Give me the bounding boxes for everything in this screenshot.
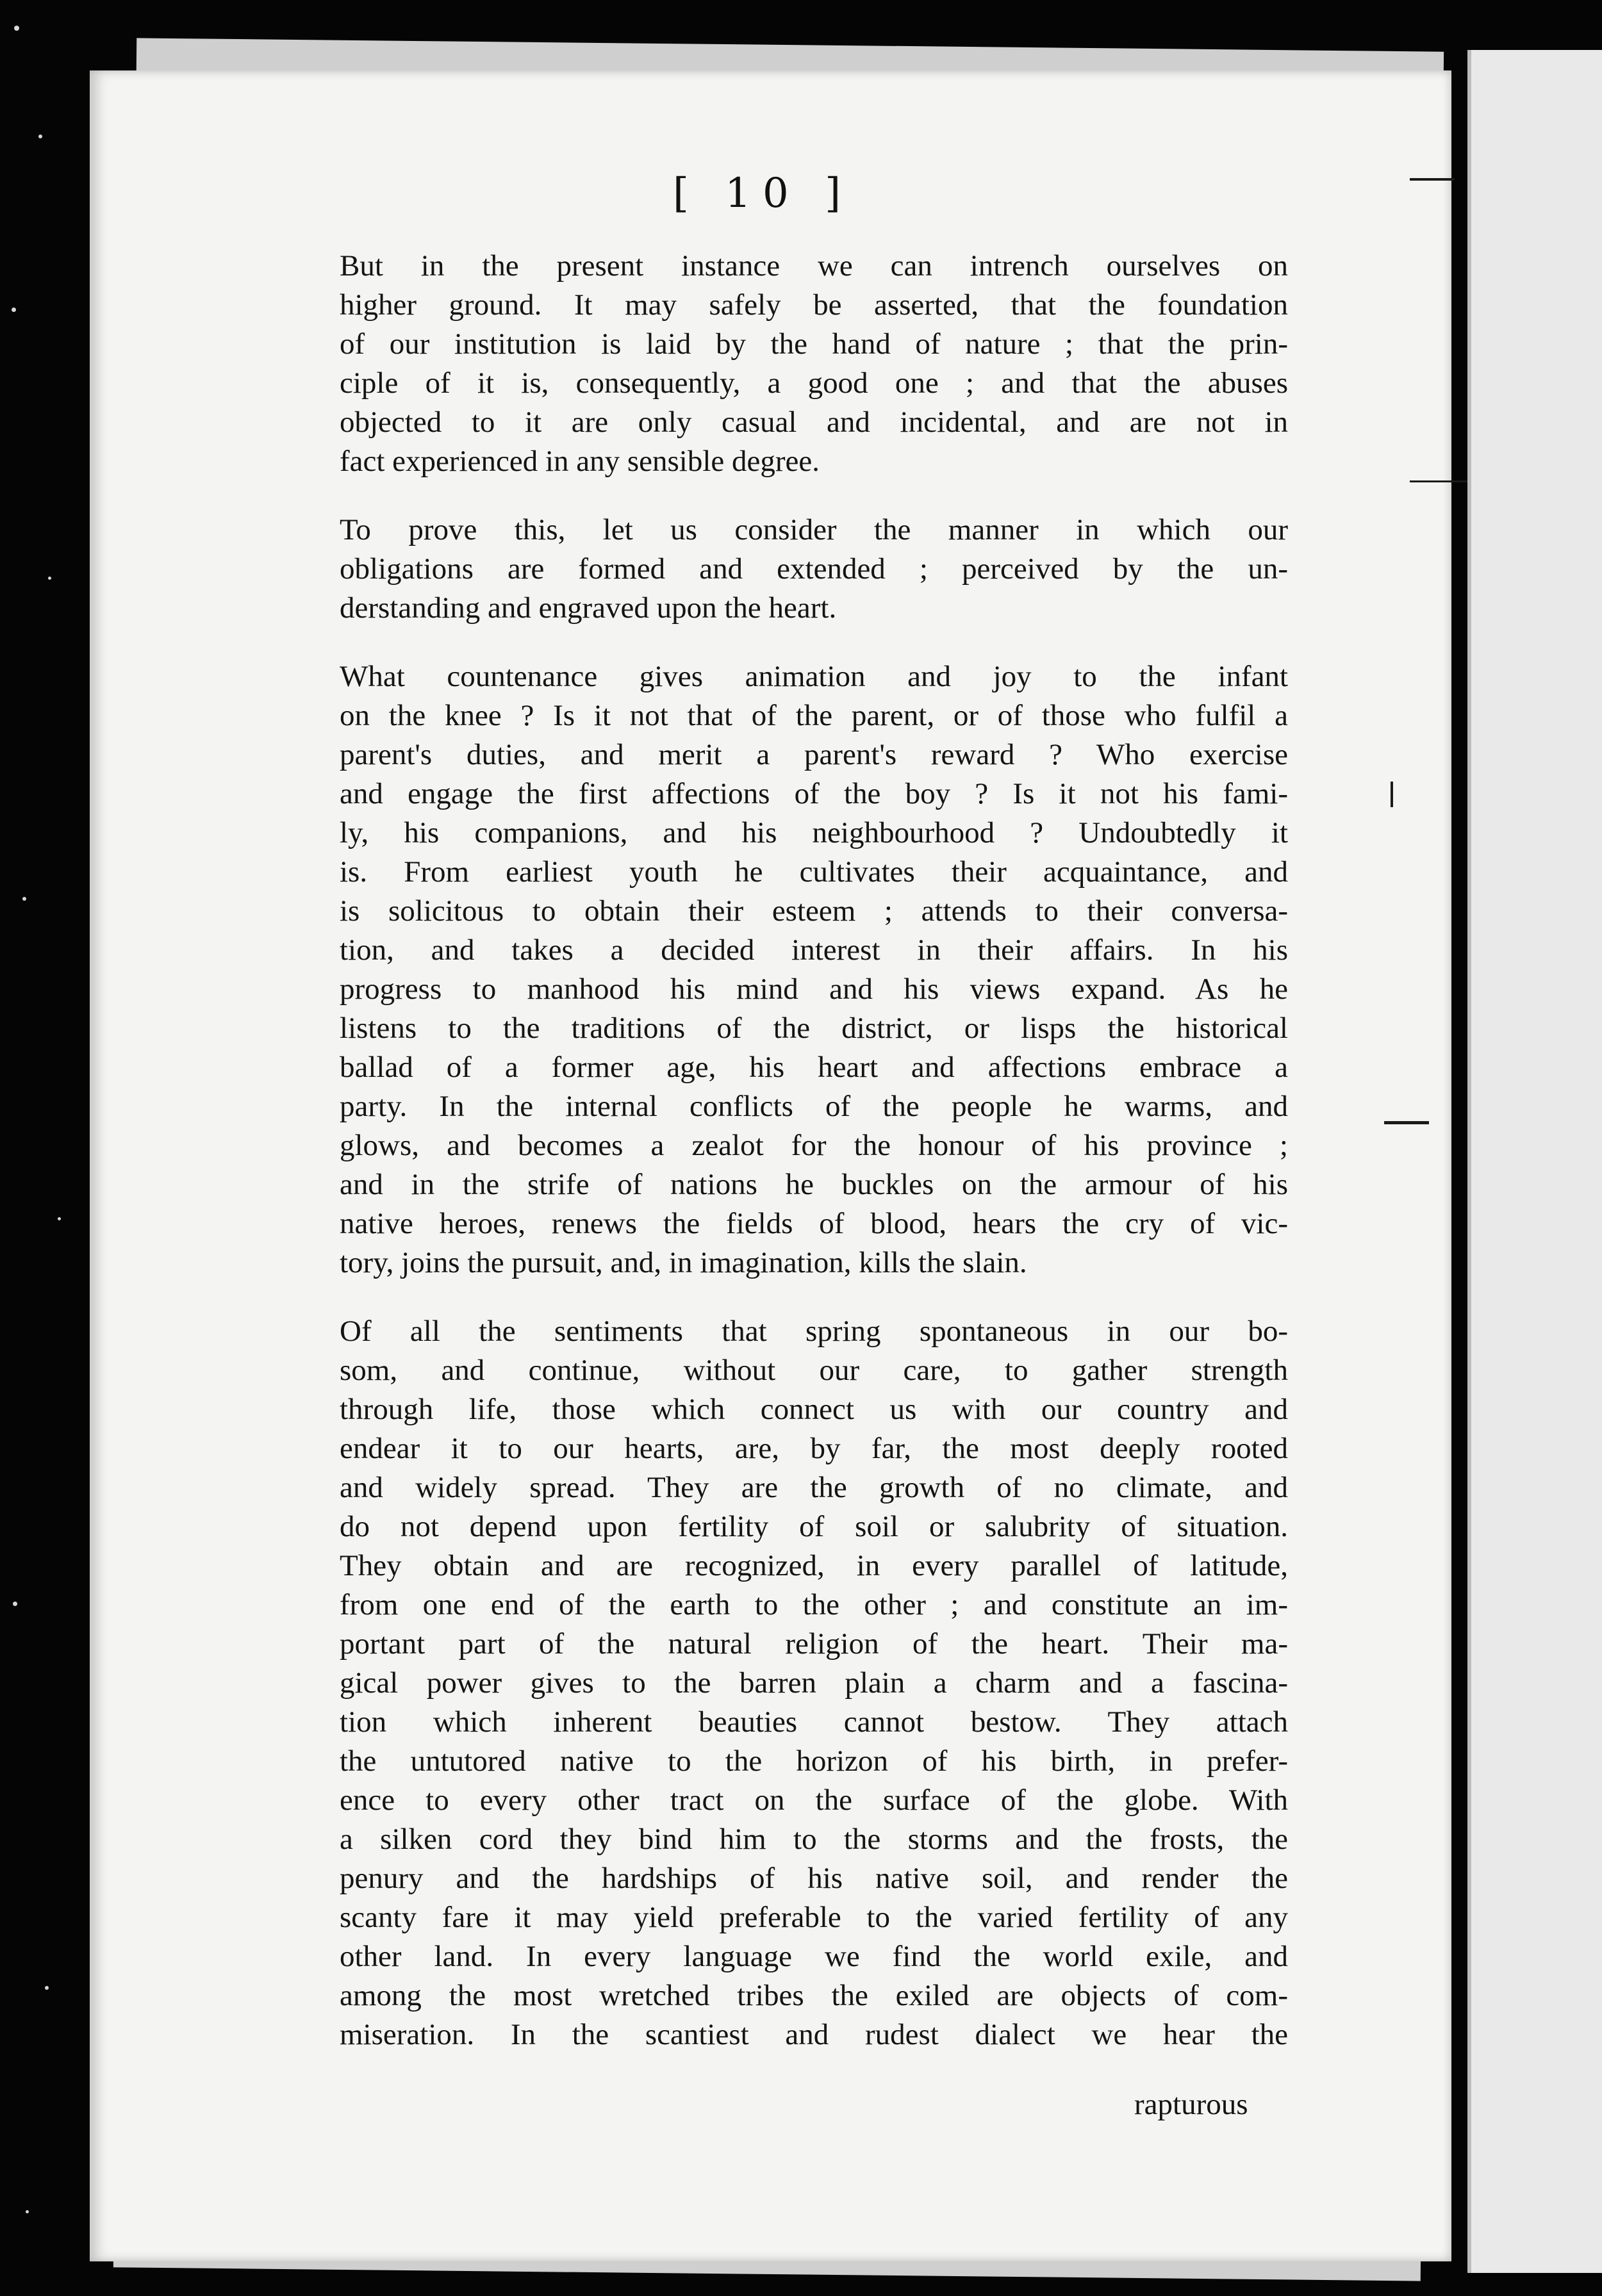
text-line: They obtain and are recognized, in every parallel of latitude, bbox=[340, 1549, 1288, 1582]
text-line: through life, those which connect us with our country and bbox=[340, 1393, 1288, 1426]
text-line: miseration. In the scantiest and rudest dialect we hear the bbox=[340, 2018, 1288, 2051]
text-line: party. In the internal conflicts of the people he warms, and bbox=[340, 1090, 1288, 1123]
text-line: higher ground. It may safely be asserted, that the foundation bbox=[340, 288, 1288, 322]
text-line: obligations are formed and extended ; perceived by the un- bbox=[340, 552, 1288, 586]
text-line: scanty fare it may yield preferable to the varied fertility of any bbox=[340, 1901, 1288, 1934]
text-line: tion, and takes a decided interest in their affairs. In his bbox=[340, 933, 1288, 967]
text-line: on the knee ? Is it not that of the parent, or of those who fulfil a bbox=[340, 699, 1288, 732]
scan-speck bbox=[58, 1217, 61, 1220]
text-line: fact experienced in any sensible degree. bbox=[340, 445, 820, 478]
text-line: But in the present instance we can intrench ourselves on bbox=[340, 249, 1288, 283]
scan-speck bbox=[38, 135, 42, 138]
catchword: rapturous bbox=[1134, 2088, 1248, 2121]
margin-mark bbox=[1410, 480, 1467, 482]
margin-mark bbox=[1410, 178, 1455, 181]
text-line: endear it to our hearts, are, by far, the most deeply rooted bbox=[340, 1432, 1288, 1465]
text-line: derstanding and engraved upon the heart. bbox=[340, 591, 837, 625]
text-line: tion which inherent beauties cannot bestow. They attach bbox=[340, 1705, 1288, 1739]
text-line: What countenance gives animation and joy to the infant bbox=[340, 660, 1288, 693]
text-line: ciple of it is, consequently, a good one ; and that the abuses bbox=[340, 366, 1288, 400]
text-line: ly, his companions, and his neighbourhood ? Undoubtedly it bbox=[340, 816, 1288, 849]
text-line: and in the strife of nations he buckles on the armour of his bbox=[340, 1168, 1288, 1201]
text-line: from one end of the earth to the other ; and constitute an im- bbox=[340, 1588, 1288, 1621]
paragraph bbox=[340, 511, 1288, 628]
margin-mark bbox=[1391, 782, 1393, 807]
text-line: ence to every other tract on the surface of the globe. With bbox=[340, 1784, 1288, 1817]
text-line: of our institution is laid by the hand of nature ; that the prin- bbox=[340, 327, 1288, 361]
scan-speck bbox=[22, 897, 26, 901]
scan-speck bbox=[12, 308, 16, 312]
text-line: is solicitous to obtain their esteem ; attends to their conversa- bbox=[340, 894, 1288, 928]
text-line: portant part of the natural religion of the heart. Their ma- bbox=[340, 1627, 1288, 1660]
paragraph bbox=[340, 1312, 1288, 2054]
text-line: gical power gives to the barren plain a charm and a fascina- bbox=[340, 1666, 1288, 1700]
scan-speck bbox=[26, 2210, 29, 2213]
text-line: ballad of a former age, his heart and affections embrace a bbox=[340, 1051, 1288, 1084]
paragraph bbox=[340, 247, 1288, 481]
text-line: progress to manhood his mind and his views expand. As he bbox=[340, 972, 1288, 1006]
text-line: Of all the sentiments that spring spontaneous in our bo- bbox=[340, 1315, 1288, 1348]
scan-speck bbox=[14, 26, 19, 31]
page-number: [ 10 ] bbox=[672, 170, 853, 217]
scan-speck bbox=[45, 1986, 49, 1990]
text-line: other land. In every language we find the world exile, and bbox=[340, 1940, 1288, 1973]
text-line: To prove this, let us consider the manner in which our bbox=[340, 513, 1288, 546]
text-line: objected to it are only casual and incidental, and are not in bbox=[340, 406, 1288, 439]
text-line: among the most wretched tribes the exiled are objects of com- bbox=[340, 1979, 1288, 2012]
text-line: and engage the first affections of the boy ? Is it not his fami- bbox=[340, 777, 1288, 810]
body-text bbox=[340, 247, 1288, 2084]
paragraph bbox=[340, 657, 1288, 1283]
text-line: do not depend upon fertility of soil or salubrity of situation. bbox=[340, 1510, 1288, 1543]
text-line: native heroes, renews the fields of blood, hears the cry of vic- bbox=[340, 1207, 1288, 1240]
margin-mark bbox=[1384, 1121, 1429, 1124]
facing-page-edge bbox=[1467, 50, 1602, 2273]
text-line: glows, and becomes a zealot for the honour of his province ; bbox=[340, 1129, 1288, 1162]
text-line: is. From earliest youth he cultivates their acquaintance, and bbox=[340, 855, 1288, 889]
text-line: penury and the hardships of his native soil, and render the bbox=[340, 1862, 1288, 1895]
text-line: listens to the traditions of the district, or lisps the historical bbox=[340, 1012, 1288, 1045]
text-line: a silken cord they bind him to the storms and the frosts, the bbox=[340, 1823, 1288, 1856]
text-line: the untutored native to the horizon of his birth, in prefer- bbox=[340, 1744, 1288, 1778]
scan-speck bbox=[48, 577, 51, 580]
text-line: tory, joins the pursuit, and, in imagination, kills the slain. bbox=[340, 1246, 1027, 1279]
text-line: som, and continue, without our care, to gather strength bbox=[340, 1354, 1288, 1387]
scan-speck bbox=[13, 1602, 17, 1606]
text-line: parent's duties, and merit a parent's reward ? Who exercise bbox=[340, 738, 1288, 771]
text-line: and widely spread. They are the growth of no climate, and bbox=[340, 1471, 1288, 1504]
